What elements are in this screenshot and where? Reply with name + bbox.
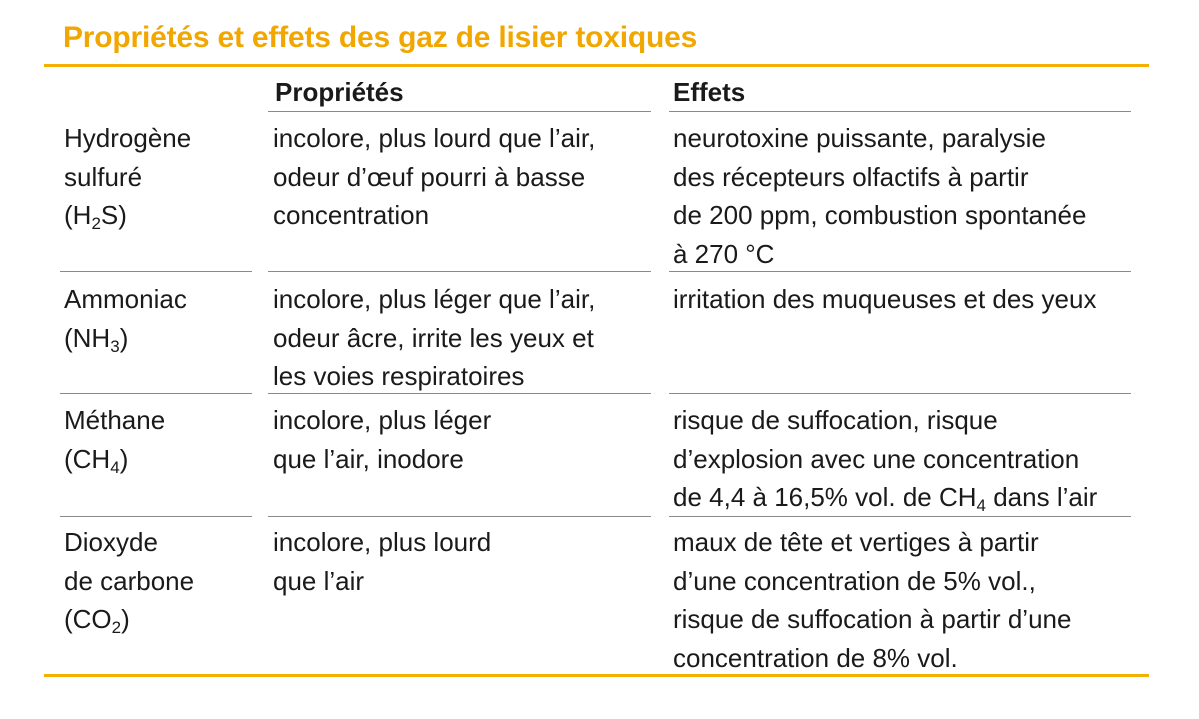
- row-divider: [60, 516, 252, 517]
- gas-name: Méthane $(CH_4)$: [64, 405, 166, 477]
- effects-cell: irritation des muqueuses et des yeux: [673, 284, 1097, 314]
- row-divider: [268, 516, 651, 517]
- effects-cell: risque de suffocation, risque d’explosion avec une concentration de 4,4 à 16,5% vol. de $CH_4$ dans l’air: [673, 405, 1098, 515]
- effects-cell: maux de tête et vertiges à partir d’une concentration de 5% vol., risque de suffocation à partir d’une concentration de 8% vol.: [673, 527, 1072, 673]
- header-effects: Effets: [673, 77, 746, 107]
- gas-name: Dioxyde de carbone $(CO_2)$: [64, 527, 195, 637]
- properties-cell: incolore, plus lourd que l’air, odeur d’œuf pourri à basse concentration: [273, 123, 596, 230]
- properties-cell: incolore, plus léger que l’air, odeur âcre, irrite les yeux et les voies respiratoires: [273, 284, 596, 391]
- row-divider: [60, 271, 252, 272]
- properties-cell: incolore, plus lourd que l’air: [273, 527, 492, 596]
- table-title: Propriétés et effets des gaz de lisier toxiques: [63, 21, 698, 54]
- effects-cell: neurotoxine puissante, paralysie des récepteurs olfactifs à partir de 200 ppm, combustion spontanée à 270 °C: [673, 123, 1087, 269]
- chemical-formula: $(CH_4)$: [64, 443, 129, 477]
- row-divider: [268, 393, 651, 394]
- row-divider: [669, 516, 1131, 517]
- table-bottom-rule: [44, 674, 1149, 677]
- chemical-formula: $(CO_2)$: [64, 604, 130, 637]
- chemical-formula: $(NH_3)$: [64, 322, 129, 356]
- row-divider: [669, 393, 1131, 394]
- title-rule: [44, 64, 1149, 67]
- header-properties: Propriétés: [275, 77, 404, 107]
- row-divider: [268, 271, 651, 272]
- gas-name: Hydrogène sulfuré $(H_2S)$: [64, 123, 192, 233]
- gas-name: Ammoniac $(NH_3)$: [64, 284, 187, 356]
- header-divider-properties: [268, 111, 651, 112]
- properties-cell: incolore, plus léger que l’air, inodore: [273, 405, 492, 474]
- row-divider: [60, 393, 252, 394]
- row-divider: [669, 271, 1131, 272]
- header-divider-effects: [669, 111, 1131, 112]
- chemical-formula: $(H_2S)$: [64, 200, 127, 233]
